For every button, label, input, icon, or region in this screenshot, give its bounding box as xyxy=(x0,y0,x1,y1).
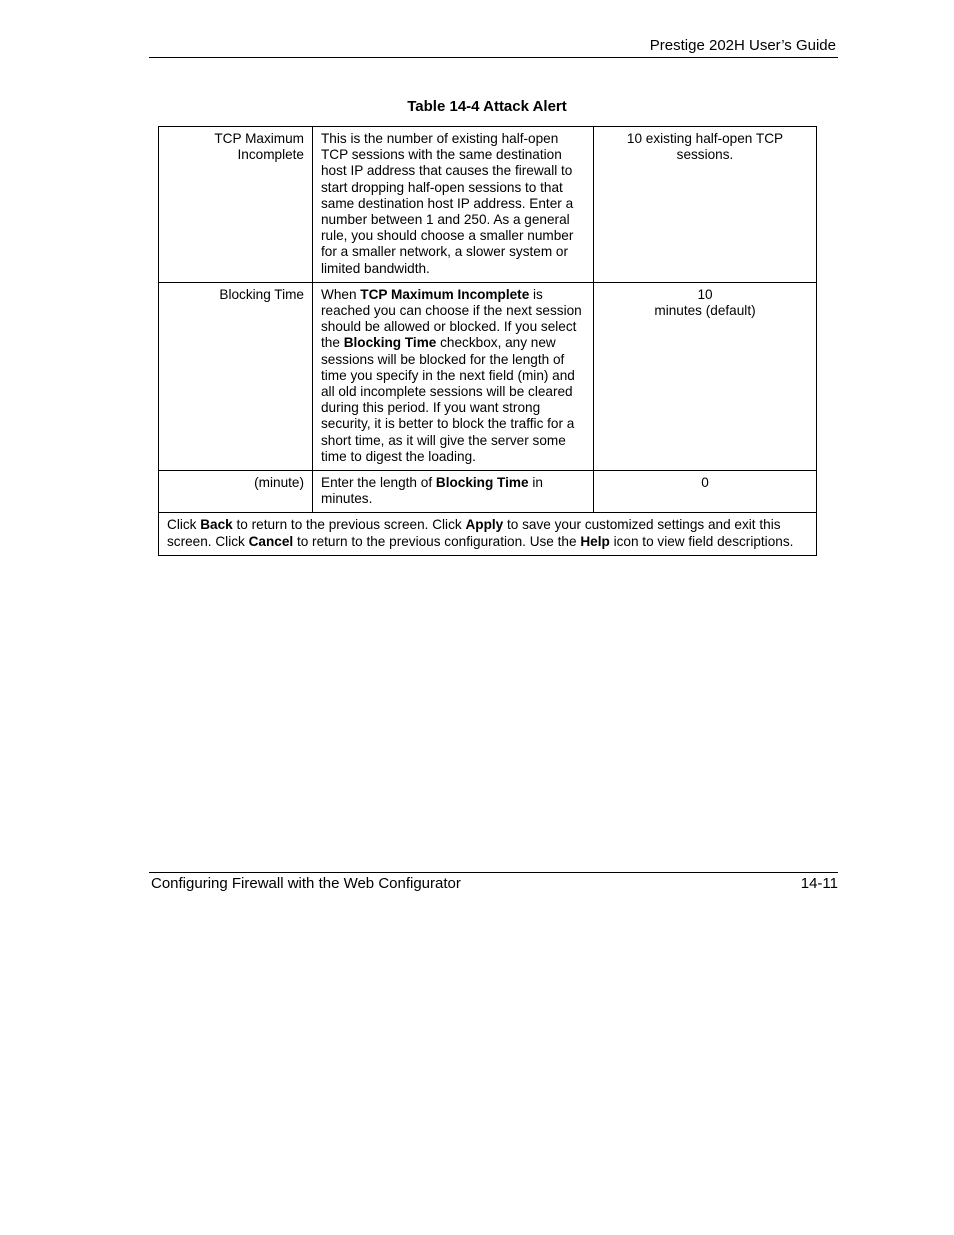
footer-page-number: 14-11 xyxy=(800,875,838,892)
footer-rule xyxy=(149,872,838,873)
row-value-minute: 0 xyxy=(594,471,817,513)
desc-bold-term: Blocking Time xyxy=(435,475,529,491)
note-bold-term: Back xyxy=(200,517,233,533)
table-caption: Table 14-4 Attack Alert xyxy=(407,98,567,115)
note-text: to return to the previous screen. Click xyxy=(232,517,466,533)
table-row xyxy=(159,513,817,555)
row-description-tcp-maximum-incomplete: This is the number of existing half-open TCP sessions with the same destination host IP address that causes the firewall to start dropping half-open sessions to that same destination host IP address. Enter a number between 1 and 250. As a general rule, you should choose a smaller number for a smaller network, a slower system or limited bandwidth. xyxy=(313,127,594,283)
note-text: icon to view field descriptions. xyxy=(609,533,794,549)
desc-text: in minutes. xyxy=(321,475,543,507)
desc-bold-term: TCP Maximum Incomplete xyxy=(360,286,530,302)
note-text: Click xyxy=(167,517,201,533)
desc-text: Enter the length of xyxy=(321,475,436,491)
row-label-blocking-time: Blocking Time xyxy=(159,282,313,470)
running-header: Prestige 202H User’s Guide xyxy=(649,37,836,54)
note-bold-term: Help xyxy=(580,533,610,549)
row-label-tcp-maximum-incomplete: TCP Maximum Incomplete xyxy=(159,127,313,283)
table-row xyxy=(159,127,817,283)
row-label-minute: (minute) xyxy=(159,471,313,513)
value-line: minutes (default) xyxy=(654,303,756,319)
header-rule xyxy=(149,57,838,58)
desc-text: When xyxy=(321,286,361,302)
value-line: 10 xyxy=(697,286,713,302)
desc-text: is reached you can choose if the next session should be allowed or blocked. If you select the xyxy=(321,286,582,351)
footer-chapter-title: Configuring Firewall with the Web Configurator xyxy=(151,875,461,892)
attack-alert-table xyxy=(158,126,817,556)
row-value-blocking-time xyxy=(594,282,817,470)
table-note xyxy=(159,513,817,555)
row-value-tcp-maximum-incomplete: 10 existing half-open TCP sessions. xyxy=(594,127,817,283)
note-text: to return to the previous configuration. Use the xyxy=(293,533,581,549)
note-bold-term: Cancel xyxy=(248,533,294,549)
row-description-blocking-time xyxy=(313,282,594,470)
desc-bold-term: Blocking Time xyxy=(343,335,437,351)
table-row xyxy=(159,471,817,513)
desc-text: checkbox, any new sessions will be blocked for the length of time you specify in the next field (min) and all old incomplete sessions will be cleared during this period. If you want strong security, it is better to block the traffic for a short time, as it will give the server some time to digest the loading. xyxy=(321,335,575,464)
note-text: to save your customized settings and exit this screen. Click xyxy=(167,517,781,549)
note-bold-term: Apply xyxy=(465,517,504,533)
table-row xyxy=(159,282,817,470)
row-description-minute xyxy=(313,471,594,513)
